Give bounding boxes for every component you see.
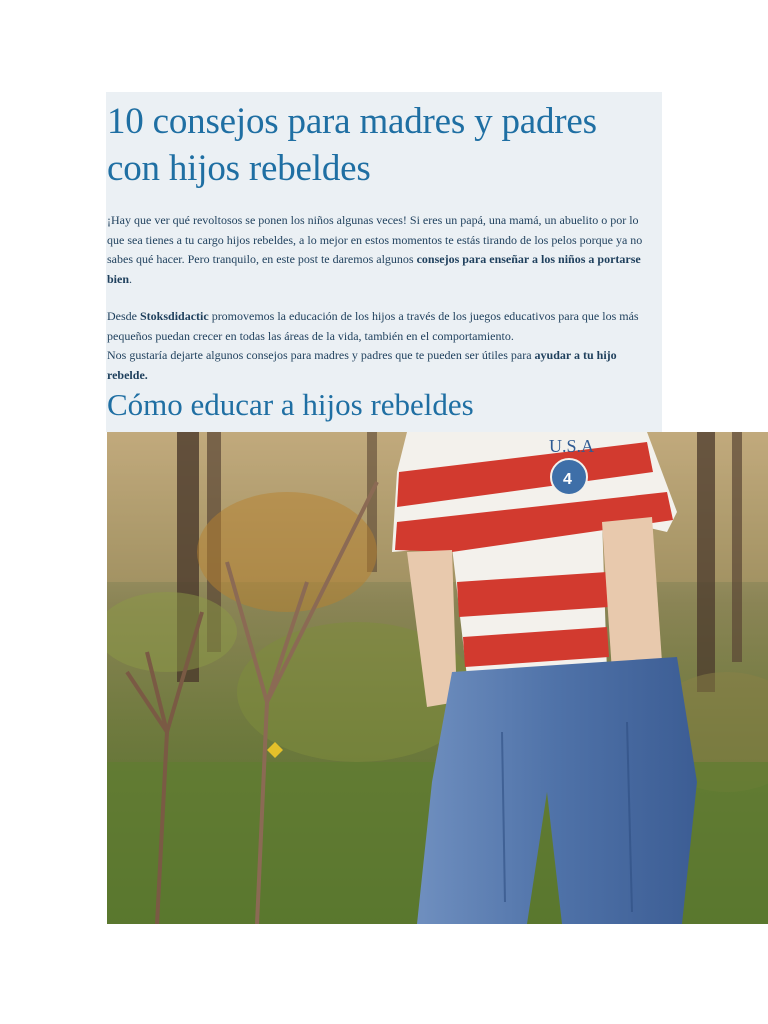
shirt-usa-text: U.S.A — [549, 436, 595, 456]
intro-text-2: . — [129, 271, 133, 286]
section-subtitle: Cómo educar a hijos rebeldes — [107, 387, 474, 422]
intro-paragraph — [107, 211, 657, 289]
intro-text-1: ¡Hay que ver qué revoltosos se ponen los niños algunas veces! Si eres un papá, una mamá, un abuelito o por lo que sea tienes a tu cargo hijos rebeldes, a lo mejor en estos momentos te estás tirando de los pelos porque ya no sabes qué hacer. Pero tranquilo, en este post te daremos algunos — [107, 213, 643, 266]
about-text-1: Desde — [107, 309, 140, 323]
about-text-3: Nos gustaría dejarte algunos consejos para madres y padres que te pueden ser útiles para — [107, 348, 535, 362]
about-text-2: promovemos la educación de los hijos a través de los juegos educativos para que los más pequeños puedan crecer en todas las áreas de la vida, también en el comportamiento. — [107, 309, 639, 343]
article-title: 10 consejos para madres y padres con hijos rebeldes — [107, 101, 597, 189]
about-bold-link: ayudar a tu hijo rebelde. — [107, 348, 617, 382]
about-paragraph — [107, 307, 657, 385]
intro-bold-link: consejos para enseñar a los niños a portarse bien — [107, 252, 641, 286]
rebellious-child-photo — [107, 432, 768, 924]
brand-name: Stoksdidactic — [140, 309, 209, 323]
shirt-number-text: 4 — [563, 471, 572, 488]
